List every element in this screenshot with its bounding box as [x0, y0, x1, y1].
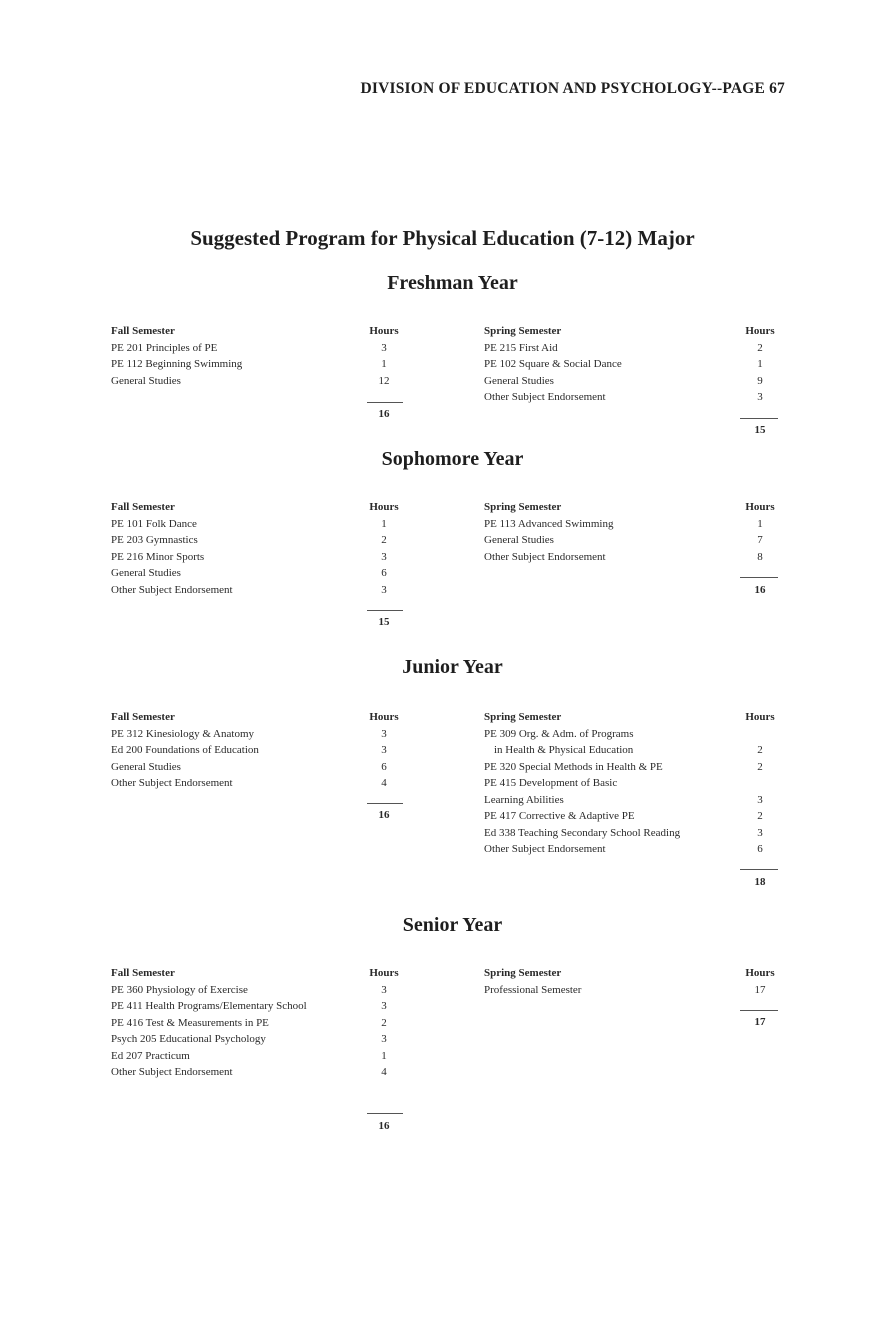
hours-value: 1	[757, 517, 763, 530]
course-item: PE 415 Development of Basic	[484, 777, 618, 789]
hours-label: Hours	[369, 501, 399, 513]
total-rule	[367, 402, 403, 403]
hours-value: 6	[381, 760, 387, 773]
spring-total-senior: 17	[754, 1016, 766, 1028]
year-title-sophomore: Sophomore Year	[381, 448, 524, 470]
hours-value: 6	[757, 843, 763, 855]
hours-value: 3	[381, 1033, 387, 1045]
course-item: PE 411 Health Programs/Elementary School	[111, 1000, 307, 1012]
course-item: PE 112 Beginning Swimming	[111, 358, 243, 370]
hours-value: 3	[757, 793, 763, 806]
course-item: PE 101 Folk Dance	[111, 517, 197, 530]
course-item: PE 360 Physiology of Exercise	[111, 983, 248, 996]
fall-hours-junior	[362, 709, 406, 792]
course-item: PE 215 First Aid	[484, 341, 558, 354]
hours-value: 8	[757, 550, 763, 563]
total-rule	[367, 803, 403, 804]
hours-label: Hours	[745, 711, 775, 723]
course-item: PE 201 Principles of PE	[111, 341, 218, 354]
course-item: PE 320 Special Methods in Health & PE	[484, 760, 663, 773]
hours-value: 3	[757, 391, 763, 403]
fall-semester-label: Fall Semester	[111, 711, 175, 723]
fall-total-freshman: 16	[378, 408, 390, 420]
hours-label: Hours	[369, 325, 399, 337]
total-rule	[740, 869, 778, 870]
hours-value	[738, 726, 782, 743]
hours-value: 2	[757, 810, 763, 822]
course-item: Other Subject Endorsement	[484, 550, 606, 563]
hours-value: 2	[381, 1016, 387, 1029]
hours-value: 1	[381, 1049, 387, 1062]
spring-semester-label: Spring Semester	[484, 325, 562, 337]
spring-semester-label: Spring Semester	[484, 711, 562, 723]
course-item: Ed 207 Practicum	[111, 1049, 190, 1062]
course-item: PE 203 Gymnastics	[111, 534, 198, 546]
fall-total-junior: 16	[378, 809, 390, 821]
total-rule	[367, 1113, 403, 1114]
hours-label: Hours	[745, 501, 775, 513]
hours-value: 9	[757, 374, 763, 387]
hours-value: 4	[381, 777, 387, 789]
spring-semester-label: Spring Semester	[484, 967, 562, 979]
fall-total-sophomore: 15	[378, 616, 390, 628]
hours-value: 2	[757, 744, 763, 756]
fall-total-senior: 16	[378, 1120, 390, 1132]
course-item: Ed 338 Teaching Secondary School Reading	[484, 826, 681, 839]
year-title-junior: Junior Year	[402, 656, 503, 678]
hours-value: 3	[381, 341, 387, 354]
hours-value: 17	[754, 983, 766, 996]
spring-semester-label: Spring Semester	[484, 501, 562, 513]
hours-value: 1	[381, 517, 387, 530]
hours-value: 3	[381, 744, 387, 756]
hours-value: 12	[378, 374, 390, 387]
fall-courses-senior	[111, 965, 307, 1081]
fall-semester-label: Fall Semester	[111, 501, 175, 513]
hours-value: 3	[381, 1000, 387, 1012]
course-item: Other Subject Endorsement	[484, 843, 606, 855]
hours-value: 2	[757, 760, 763, 773]
fall-hours-senior	[362, 965, 406, 1081]
hours-label: Hours	[745, 325, 775, 337]
course-item: Other Subject Endorsement	[111, 583, 233, 596]
course-item: Other Subject Endorsement	[111, 777, 233, 789]
year-title-senior: Senior Year	[402, 914, 503, 936]
page-title: Suggested Program for Physical Education (7-12) Major	[190, 226, 695, 250]
spring-total-junior: 18	[754, 876, 766, 888]
hours-value: 2	[757, 341, 763, 354]
total-rule	[740, 418, 778, 419]
total-rule	[740, 577, 778, 578]
course-item: PE 417 Corrective & Adaptive PE	[484, 810, 635, 822]
spring-hours-sophomore	[738, 499, 782, 565]
hours-label: Hours	[369, 711, 399, 723]
hours-value: 1	[757, 358, 763, 370]
hours-value: 6	[381, 567, 387, 579]
fall-courses-freshman	[111, 323, 242, 389]
fall-hours-freshman	[362, 323, 406, 389]
course-item: PE 416 Test & Measurements in PE	[111, 1016, 269, 1029]
total-rule	[367, 610, 403, 611]
course-item: PE 312 Kinesiology & Anatomy	[111, 727, 254, 740]
year-title-freshman: Freshman Year	[387, 272, 518, 294]
course-item: PE 113 Advanced Swimming	[484, 517, 614, 530]
hours-value: 3	[381, 583, 387, 596]
hours-value: 7	[757, 534, 763, 546]
total-rule	[740, 1010, 778, 1011]
course-item: Professional Semester	[484, 983, 582, 996]
fall-hours-sophomore	[362, 499, 406, 598]
course-item: PE 216 Minor Sports	[111, 550, 205, 563]
spring-hours-freshman	[738, 323, 782, 406]
course-item: Other Subject Endorsement	[484, 391, 606, 403]
spring-total-sophomore: 16	[754, 584, 766, 596]
course-item: Other Subject Endorsement	[111, 1066, 233, 1078]
course-item: PE 309 Org. & Adm. of Programs	[484, 727, 634, 740]
spring-courses-junior	[484, 709, 680, 858]
spring-hours-junior	[738, 709, 782, 858]
course-item: PE 102 Square & Social Dance	[484, 358, 622, 370]
page-header: DIVISION OF EDUCATION AND PSYCHOLOGY--PAGE 67	[360, 80, 785, 97]
hours-value: 3	[381, 727, 387, 740]
course-item: Learning Abilities	[484, 793, 564, 806]
hours-label: Hours	[745, 967, 775, 979]
hours-value	[738, 775, 782, 792]
hours-value: 1	[381, 358, 387, 370]
course-item: General Studies	[111, 567, 181, 579]
course-item: General Studies	[111, 760, 181, 773]
hours-value: 2	[381, 534, 387, 546]
spring-courses-senior	[484, 965, 581, 998]
course-item: Psych 205 Educational Psychology	[111, 1033, 266, 1045]
course-item: General Studies	[484, 534, 554, 546]
spring-courses-freshman	[484, 323, 622, 406]
course-item: General Studies	[111, 374, 181, 387]
course-item: Ed 200 Foundations of Education	[111, 744, 259, 756]
fall-courses-sophomore	[111, 499, 233, 598]
course-item: General Studies	[484, 374, 554, 387]
fall-semester-label: Fall Semester	[111, 325, 175, 337]
hours-value: 3	[381, 983, 387, 996]
spring-courses-sophomore	[484, 499, 613, 565]
course-item: in Health & Physical Education	[494, 744, 634, 756]
fall-courses-junior	[111, 709, 259, 792]
spring-hours-senior	[738, 965, 782, 998]
hours-label: Hours	[369, 967, 399, 979]
fall-semester-label: Fall Semester	[111, 967, 175, 979]
spring-total-freshman: 15	[754, 424, 766, 436]
hours-value: 3	[381, 550, 387, 563]
hours-value: 4	[381, 1066, 387, 1078]
hours-value: 3	[757, 826, 763, 839]
